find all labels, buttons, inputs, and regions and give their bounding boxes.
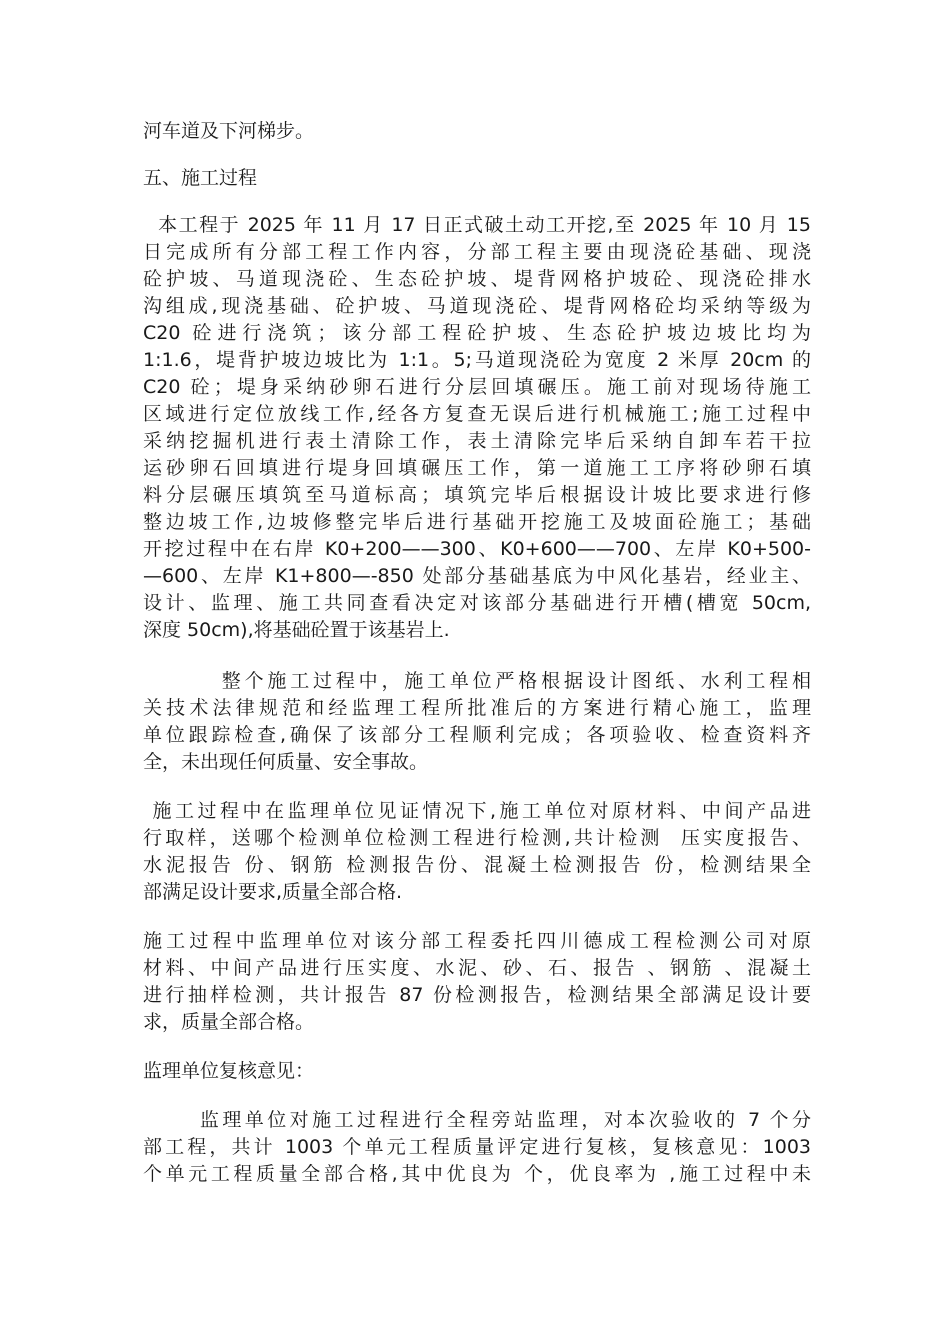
paragraph-overall-process [143,668,811,776]
text-line: 关技术法律规范和经监理工程所批准后的方案进行精心施工，监理 [143,697,811,719]
heading-text: 监理单位复核意见： [143,1060,315,1082]
text-line: 日完成所有分部工程工作内容，分部工程主要由现浇砼基础、现浇 [143,241,811,263]
text-line: 材料、中间产品进行压实度、水泥、砂、石、报告 、钢筋 、混凝土 [143,957,811,979]
text-line: 本工程于 2025 年 11 月 17 日正式破土动工开挖,至 2025 年 10 月 15 [143,214,811,236]
text-line: 监理单位对施工过程进行全程旁站监理，对本次验收的 7 个分 [143,1109,811,1131]
paragraph-construction-process [143,212,811,644]
paragraph-sampling [143,798,811,906]
spacer [143,906,811,928]
text-line: 沟组成,现浇基础、砼护坡、马道现浇砼、堤背网格砼均采纳等级为 [143,295,811,317]
text-line: 个单元工程质量全部合格,其中优良为 个，优良率为 ,施工过程中未 [143,1163,811,1185]
text-line: C20 砼；堤身采纳砂卵石进行分层回填碾压。施工前对现场待施工 [143,376,811,398]
text-line: 深度 50cm),将基础砼置于该基岩上. [143,619,450,641]
text-line: 1:1.6，堤背护坡边坡比为 1:1。5;马道现浇砼为宽度 2 米厚 20cm 的 [143,349,811,371]
text-line: 采纳挖掘机进行表土清除工作，表土清除完毕后采纳自卸车若干拉 [143,430,811,452]
text-line: C20 砼进行浇筑；该分部工程砼护坡、生态砼护坡边坡比均为 [143,322,811,344]
spacer [143,145,811,165]
paragraph-inspection [143,928,811,1036]
paragraph-supervision-opinion [143,1107,811,1188]
spacer [143,1036,811,1058]
text-line: 进行抽样检测，共计报告 87 份检测报告，检测结果全部满足设计要 [143,984,811,1006]
text-line: 区域进行定位放线工作,经各方复查无误后进行机械施工;施工过程中 [143,403,811,425]
text-line: 部满足设计要求,质量全部合格. [143,881,403,903]
text-line: 施工过程中监理单位对该分部工程委托四川德成工程检测公司对原 [143,930,811,952]
text-line: 开挖过程中在右岸 K0+200——300、K0+600——700、左岸 K0+500- [143,538,811,560]
supervision-heading [143,1058,811,1085]
text-line: 行取样，送哪个检测单位检测工程进行检测,共计检测 压实度报告、 [143,827,811,849]
section-heading [143,165,811,192]
text-line: 求，质量全部合格。 [143,1011,315,1033]
text-line: 单位跟踪检查,确保了该部分工程顺利完成；各项验收、检查资料齐 [143,724,811,746]
text-line: 施工过程中在监理单位见证情况下,施工单位对原材料、中间产品进 [143,800,811,822]
continuation-text [143,118,811,145]
text-line: 砼护坡、马道现浇砼、生态砼护坡、堤背网格护坡砼、现浇砼排水 [143,268,811,290]
text-line: 整个施工过程中，施工单位严格根据设计图纸、水利工程相 [143,670,811,692]
text-line: —600、左岸 K1+800—-850 处部分基础基底为中风化基岩，经业主、 [143,565,811,587]
text-line: 水泥报告 份、钢筋 检测报告份、混凝土检测报告 份，检测结果全 [143,854,811,876]
text-line: 全，未出现任何质量、安全事故。 [143,751,429,773]
spacer [143,192,811,212]
spacer [143,776,811,798]
heading-text: 五、施工过程 [143,167,258,189]
spacer [143,644,811,668]
text-line: 设计、监理、施工共同查看决定对该部分基础进行开槽(槽宽 50cm, [143,592,811,614]
text-line: 运砂卵石回填进行堤身回填碾压工作，第一道施工工序将砂卵石填 [143,457,811,479]
text-line: 河车道及下河梯步。 [143,120,315,142]
text-line: 整边坡工作,边坡修整完毕后进行基础开挖施工及坡面砼施工；基础 [143,511,811,533]
document-body [143,118,811,1188]
spacer [143,1085,811,1107]
text-line: 料分层碾压填筑至马道标高；填筑完毕后根据设计坡比要求进行修 [143,484,811,506]
text-line: 部工程，共计 1003 个单元工程质量评定进行复核，复核意见：1003 [143,1136,811,1158]
